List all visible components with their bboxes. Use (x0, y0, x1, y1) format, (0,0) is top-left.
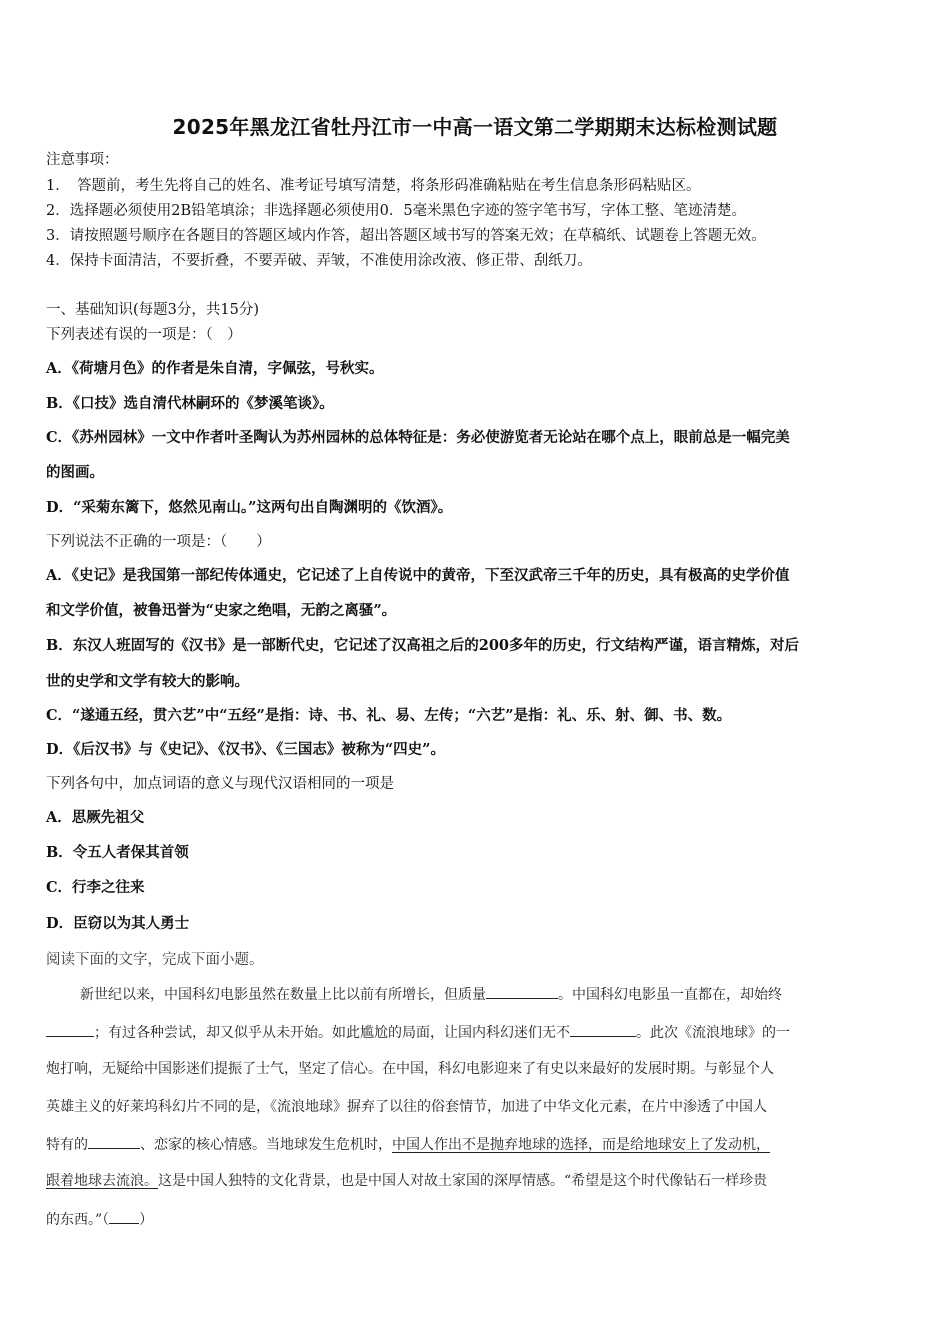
notice-item-4: 4．保持卡面清洁，不要折叠，不要弄破、弄皱，不准使用涂改液、修正带、刮纸刀。 (46, 253, 592, 269)
answer-blank (88, 1134, 140, 1149)
passage-line-5 (46, 1134, 908, 1155)
q1-option-c-cont: 的图画。 (46, 464, 104, 481)
q2-option-b-cont: 世的史学和文学有较大的影响。 (46, 673, 249, 690)
passage-text: ；有过各种尝试，却又似乎从未开始。如此尴尬的局面，让国内科幻迷们无不 (94, 1025, 570, 1041)
q1-stem: 下列表述有误的一项是：（ ） (46, 327, 242, 343)
answer-blank (486, 984, 558, 999)
q1-option-b: B．《口技》选自清代林嗣环的《梦溪笔谈》。 (46, 395, 334, 412)
passage-text: 。中国科幻电影虽一直都在，却始终 (558, 987, 782, 1003)
passage-line-1 (46, 984, 908, 1005)
q1-option-c: C．《苏州园林》一文中作者叶圣陶认为苏州园林的总体特征是：务必使游览者无论站在哪个点上，眼前总是一幅完美 (46, 429, 790, 446)
notice-item-1: 1． 答题前，考生先将自己的姓名、准考证号填写清楚，将条形码准确粘贴在考生信息条形码粘贴区。 (46, 178, 701, 194)
section-heading: 一、基础知识(每题3分，共15分) (46, 302, 259, 318)
passage-line-3: 炮打响，无疑给中国影迷们提振了士气，坚定了信心。在中国，科幻电影迎来了有史以来最好的发展时期。与彰显个人 (46, 1061, 774, 1077)
answer-blank (46, 1022, 94, 1037)
passage-text: 、恋家的核心情感。当地球发生危机时， (140, 1137, 392, 1153)
passage-line-7 (46, 1209, 908, 1230)
q2-option-c: C．“遂通五经，贯六艺”中“五经”是指：诗、书、礼、易、左传；“六艺”是指：礼、乐、射、御、书、数。 (46, 707, 732, 724)
q2-option-a-cont: 和文学价值，被鲁迅誉为“史家之绝唱，无韵之离骚”。 (46, 602, 397, 619)
q1-option-a: A．《荷塘月色》的作者是朱自清，字佩弦，号秋实。 (46, 360, 384, 377)
notice-heading: 注意事项： (46, 152, 119, 168)
passage-text: 的东西。”（ (46, 1212, 110, 1228)
q3-option-a: A．思厥先祖父 (46, 809, 145, 826)
page-title: 2025年黑龙江省牡丹江市一中高一语文第二学期期末达标检测试题 (172, 115, 778, 139)
q3-option-c: C．行李之往来 (46, 879, 145, 896)
notice-item-3: 3．请按照题号顺序在各题目的答题区域内作答，超出答题区域书写的答案无效；在草稿纸、试题卷上答题无效。 (46, 228, 766, 244)
q2-option-d: D．《后汉书》与《史记》、《汉书》、《三国志》被称为“四史”。 (46, 741, 446, 758)
reading-instruction: 阅读下面的文字，完成下面小题。 (46, 952, 264, 968)
q1-option-d: D．“采菊东篱下，悠然见南山。”这两句出自陶渊明的《饮酒》。 (46, 499, 453, 516)
underlined-sentence-cont: 跟着地球去流浪。 (46, 1173, 158, 1189)
passage-line-6 (46, 1171, 908, 1191)
passage-line-2 (46, 1022, 908, 1043)
answer-blank (109, 1209, 139, 1224)
underlined-sentence: 中国人作出不是抛弃地球的选择，而是给地球安上了发动机， (392, 1137, 770, 1153)
q2-stem: 下列说法不正确的一项是：（ ） (46, 534, 271, 550)
passage-text: 特有的 (46, 1137, 88, 1153)
passage-text: 新世纪以来，中国科幻电影虽然在数量上比以前有所增长，但质量 (80, 987, 486, 1003)
passage-text: 。此次《流浪地球》的一 (636, 1025, 790, 1041)
q3-option-d: D．臣窃以为其人勇士 (46, 915, 190, 932)
q3-option-b: B．令五人者保其首领 (46, 844, 189, 861)
q2-option-a: A．《史记》是我国第一部纪传体通史，它记述了上自传说中的黄帝，下至汉武帝三千年的历史，具有极高的史学价值 (46, 567, 790, 584)
passage-text: ） (139, 1212, 154, 1228)
passage-text: 这是中国人独特的文化背景，也是中国人对故土家国的深厚情感。“希望是这个时代像钻石一样珍贵 (158, 1173, 768, 1189)
q2-option-b: B．东汉人班固写的《汉书》是一部断代史，它记述了汉高祖之后的200多年的历史，行文结构严谨，语言精炼，对后 (46, 637, 800, 654)
notice-item-2: 2．选择题必须使用2B铅笔填涂；非选择题必须使用0．5毫米黑色字迹的签字笔书写，字体工整、笔迹清楚。 (46, 203, 747, 219)
answer-blank (570, 1022, 636, 1037)
q3-stem: 下列各句中，加点词语的意义与现代汉语相同的一项是 (46, 776, 394, 792)
passage-line-4: 英雄主义的好莱坞科幻片不同的是，《流浪地球》摒弃了以往的俗套情节，加进了中华文化元素，在片中渗透了中国人 (46, 1099, 767, 1115)
